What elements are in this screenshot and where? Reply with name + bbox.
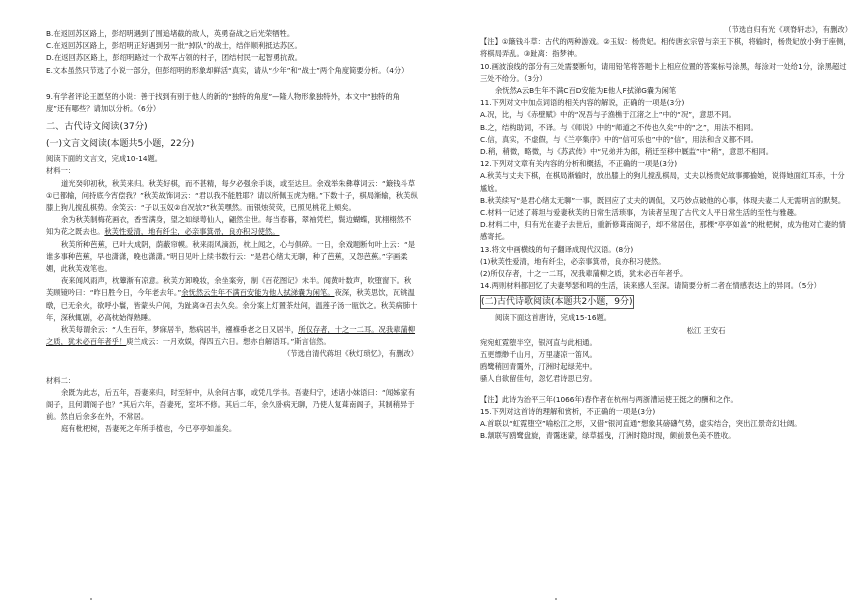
material-1-source: （节选自清代蒋坦《秋灯琐忆》，有删改）	[283, 349, 418, 359]
question-12-option-a: A.秋芙与丈夫下棋，在棋局渐输时，放出膝上的狗儿搅乱棋局，丈夫以杨贵妃故事揶揄她，说得她面红耳赤，十分尴尬。	[480, 171, 845, 193]
poem-note: 【注】此诗为治平三年(1066年)春作者在杭州与两浙漕运使王挺之的酬和之作。	[480, 394, 738, 404]
subsection-heading-prose: (一)文言文阅读(本题共5小题，22分)	[46, 139, 195, 150]
material-2-label: 材料二：	[46, 375, 76, 385]
question-14: 14.两则材料都回忆了夫妻琴瑟和鸣的生活，读来感人至深。请简要分析二者在情感表达上的异同。（5分）	[480, 281, 821, 291]
wavy-underlined-sentence: 余怃然云生年不满百安能为他人拭涕嚢为闲笔。	[181, 288, 335, 298]
question-11-option-b: B.之，结构助词，不译。与《师说》中的“师道之不传也久矣”中的“之”，用法不相同。	[480, 122, 758, 132]
material-1-paragraph-4-text: 夜来闻风雨声，枕簟渐有凉意。秋芙方卸晚妆，余坐案旁，制《百花图记》未半。闻黄叶数声，吹堕窗下。秋芙顾镜吟曰：“昨日胜今日，今年老去年。”	[46, 276, 412, 298]
poem-line: 骚人自欲留佳句，忽忆君诗思已穷。	[480, 374, 597, 384]
material-1-paragraph-1: 道光癸卯初秋，秋芙来归。秋芙好棋，而不甚精，每夕必强余手谈，或至达旦。余戏举朱彝尊词云：“簸钱斗草①已都输，问持底今宵偿我？”秋芙故饰词云：“君以我不能胜耶？请以所佩玉虎为赌。”下数十子，棋局渐输，秋芙纵膝上狗儿搅乱棋势。余笑云：“子以玉奴②自况欤?”秋芙嘿然。而银烛荧荧，已照见桃花上颊矣。	[46, 178, 418, 213]
question-12-option-d: D.材料二中，归有光在妻子去世后，重新修葺南阁子，却不常居住，那棵“亭亭如盖”的枇杷树，成为他对亡妻的情感寄托。	[480, 220, 846, 242]
material-1-label: 材料一：	[46, 166, 76, 176]
scan-speck	[90, 598, 92, 600]
poem-line: 宛宛虹霓堕半空，银河直与此相通。	[480, 337, 597, 347]
material-2-paragraph-1: 余既为此志，后五年，吾妻来归，时至轩中，从余问古事，或凭几学书。吾妻归宁，述诸小妹语曰：“闻姊家有阁子，且何谓阁子也？”其后六年，吾妻死，室坏不修。其后二年，余久卧病无聊，乃使人复葺南阁子，其制稍异于前。然自后余多在外，不常居。	[46, 387, 416, 422]
poem-line: 五更缥缈千山月，万里凄凉一笛风。	[480, 350, 597, 360]
q8-option-d: D.在返回苏区路上，彭绍明路过一个敌军占领的村子，团结村民一起智勇抗敌。	[46, 53, 303, 63]
question-12-option-b: B.秋芙续写“是君心绪太无聊”一事，既回应了丈夫的调侃，又巧妙点破他的心事，体现夫妻二人无需明言的默契。	[480, 195, 846, 205]
material-1-paragraph-2-text: 余为秋芙制梅花画衣，香雪满身，望之如绿萼仙人，翩然尘世。每当春暮，翠袖凭栏，鬓边蝴蝶，犹栩栩然不知为花之既去也。	[46, 215, 412, 237]
poetry-intro: 阅读下面这首唐诗，完成15-16题。	[495, 313, 612, 323]
left-column	[46, 28, 418, 436]
material-1-paragraph-4	[46, 275, 418, 324]
question-12-option-c: C.材料一记述了蒋坦与爱妻秋芙的日常生活琐事，为读者呈现了古代文人平日常生活的至性与雅趣。	[480, 208, 802, 218]
material-2-paragraph-2: 庭有枇杷树，吾妻死之年所手植也，今已亭亭如盖矣。	[61, 424, 237, 434]
q8-option-e: E.文本虽然只节选了小说一部分，但彭绍明的形象却鲜活“真实，请从“少年”和“战士”两个角度简要分析。（4分）	[46, 65, 409, 75]
question-9: 9.有学者评论王愿坚的小说：善于找到有别于他人的新的“独特的角度”—隆人物形象独特外，本文中“独特的角度”还有哪些？请加以分析。（6分）	[46, 91, 400, 114]
right-column	[480, 24, 852, 443]
q8-option-b: B.在返回苏区路上，彭绍明遇到了围追堵截的敌人，英勇奋战之后光荣牺牲。	[46, 29, 295, 38]
question-10: 10.画波浪线的部分有三处需要断句，请用铅笔将答题卡上相应位置的答案标号涂黑，每涂对一处给1分，涂黑超过三处不给分。（3分）	[480, 61, 847, 83]
material-1-paragraph-5	[46, 324, 418, 348]
scan-speck	[555, 598, 557, 600]
material-1-paragraph-5-text-2: 庾兰成云：一月欢娱，得四五六日。想亦自解语耳。”斯言信然。	[126, 337, 331, 347]
question-11-option-c: C.信，真实，不虚假，与《兰亭集序》中的“信可乐也”中的“信”，用法和含义都不同。	[480, 134, 758, 144]
material-1-paragraph-4-text-2: 夜深，秋芙思饮，瓦铫温暾，已无余火，欲呼小鬟，皆蒙头户间，为趾离③召去久矣。余分案上灯置茶灶间，温莲子汤一瓯饮之。秋芙病肺十年，深秋辄剧，必高枕始得熟睡。	[46, 288, 418, 322]
section-heading-classical: 二、古代诗文阅读(37分)	[46, 121, 148, 133]
question-15-option-b: B.颔联写鸥鹭盘旋，青霭迷蒙，绿草摇曳，汀洲时隐时现，颇前景色美不胜收。	[480, 431, 736, 441]
underlined-sentence-2: 所仅存者，十之一二耳。况我辈蒲柳之质，犹未必百年者乎！	[46, 325, 416, 347]
question-10-segment-line: 余怃然A云B生年不满C百D安能为E他人F拭涕G嚢为闲笔	[495, 86, 677, 96]
question-13-part-1: (1)秋芙性爱清，地有纤尘，必亲事箕帚，良亦积习使然。	[480, 256, 666, 266]
question-13: 13.将文中画横线的句子翻译成现代汉语。(8分)	[480, 244, 634, 254]
subsection-heading-poetry: (二)古代诗歌阅读(本题共2小题，9分)	[481, 297, 633, 308]
poem-line: 鸥鹭稍回青霭外，汀洲时起绿芜中。	[480, 362, 597, 372]
underlined-sentence-1: 秋芙性爱清，地有纤尘，必亲事箕帚，良亦积习使然。	[104, 227, 280, 237]
prose-intro: 阅读下面的文言文，完成10-14题。	[46, 154, 163, 164]
material-2-source: （节选自归有光《项脊轩志》，有删改）	[724, 25, 852, 34]
material-1-paragraph-2	[46, 214, 418, 238]
question-13-part-2: (2)所仅存者，十之一二耳，况我辈蒲柳之质，犹未必百年者乎。	[480, 269, 688, 279]
question-11-option-d: D.稍，稍微，略微，与《苏武传》中“兄弟并为郎，稍迁至移中厩监”中“稍”，意思不相同。	[480, 147, 774, 157]
question-15: 15.下列对这首诗的理解和赏析，不正确的一项是(3分)	[480, 406, 656, 416]
material-1-paragraph-3: 秋芙所种芭蕉，已叶大成阴，荫蔽帘幙。秋来雨风滴沥，枕上闻之，心与俱碎。一日，余戏题断句叶上云：“是谁多事种芭蕉，早也潇潇，晚也潇潇。”明日见叶上续书数行云：“是君心绪太无聊，种了芭蕉，又怨芭蕉。”字画柔媚，此秋芙戏笔也。	[46, 239, 416, 274]
material-1-paragraph-5-text: 秋芙每谓余云：“人生百年，梦寐居半，愁病居半，襁褓垂老之日又居半，	[61, 325, 299, 335]
question-12: 12.下列对文章有关内容的分析和概括，不正确的一项是(3分)	[480, 159, 678, 169]
question-15-option-a: A.首联以“虹霓堕空”喻松江之形，又借“银河直通”想象其磅礴气势，虚实结合，突出江景奇幻壮阔。	[480, 419, 802, 429]
q8-option-c: C.在返回苏区路上，彭绍明正好遇到另一批“掉队”的战士，结伴顺利抵达苏区。	[46, 41, 302, 51]
annotation-note: 【注】①簸钱斗草：古代的两种游戏。②玉奴：杨贵妃。相传唐玄宗曾与亲王下棋，将输时，杨贵妃放小狗于座侧，将棋局弄乱。③趾离：指梦神。	[480, 37, 851, 59]
question-11: 11.下列对文中加点词语的相关内容的解说，正确的一项是(3分)	[480, 98, 685, 108]
poem-title: 松江 王安石	[686, 325, 726, 335]
question-11-option-a: A.况，比，与《赤壁赋》中的“况吾与子渔樵于江渚之上”中的“况”，意思不同。	[480, 110, 736, 120]
